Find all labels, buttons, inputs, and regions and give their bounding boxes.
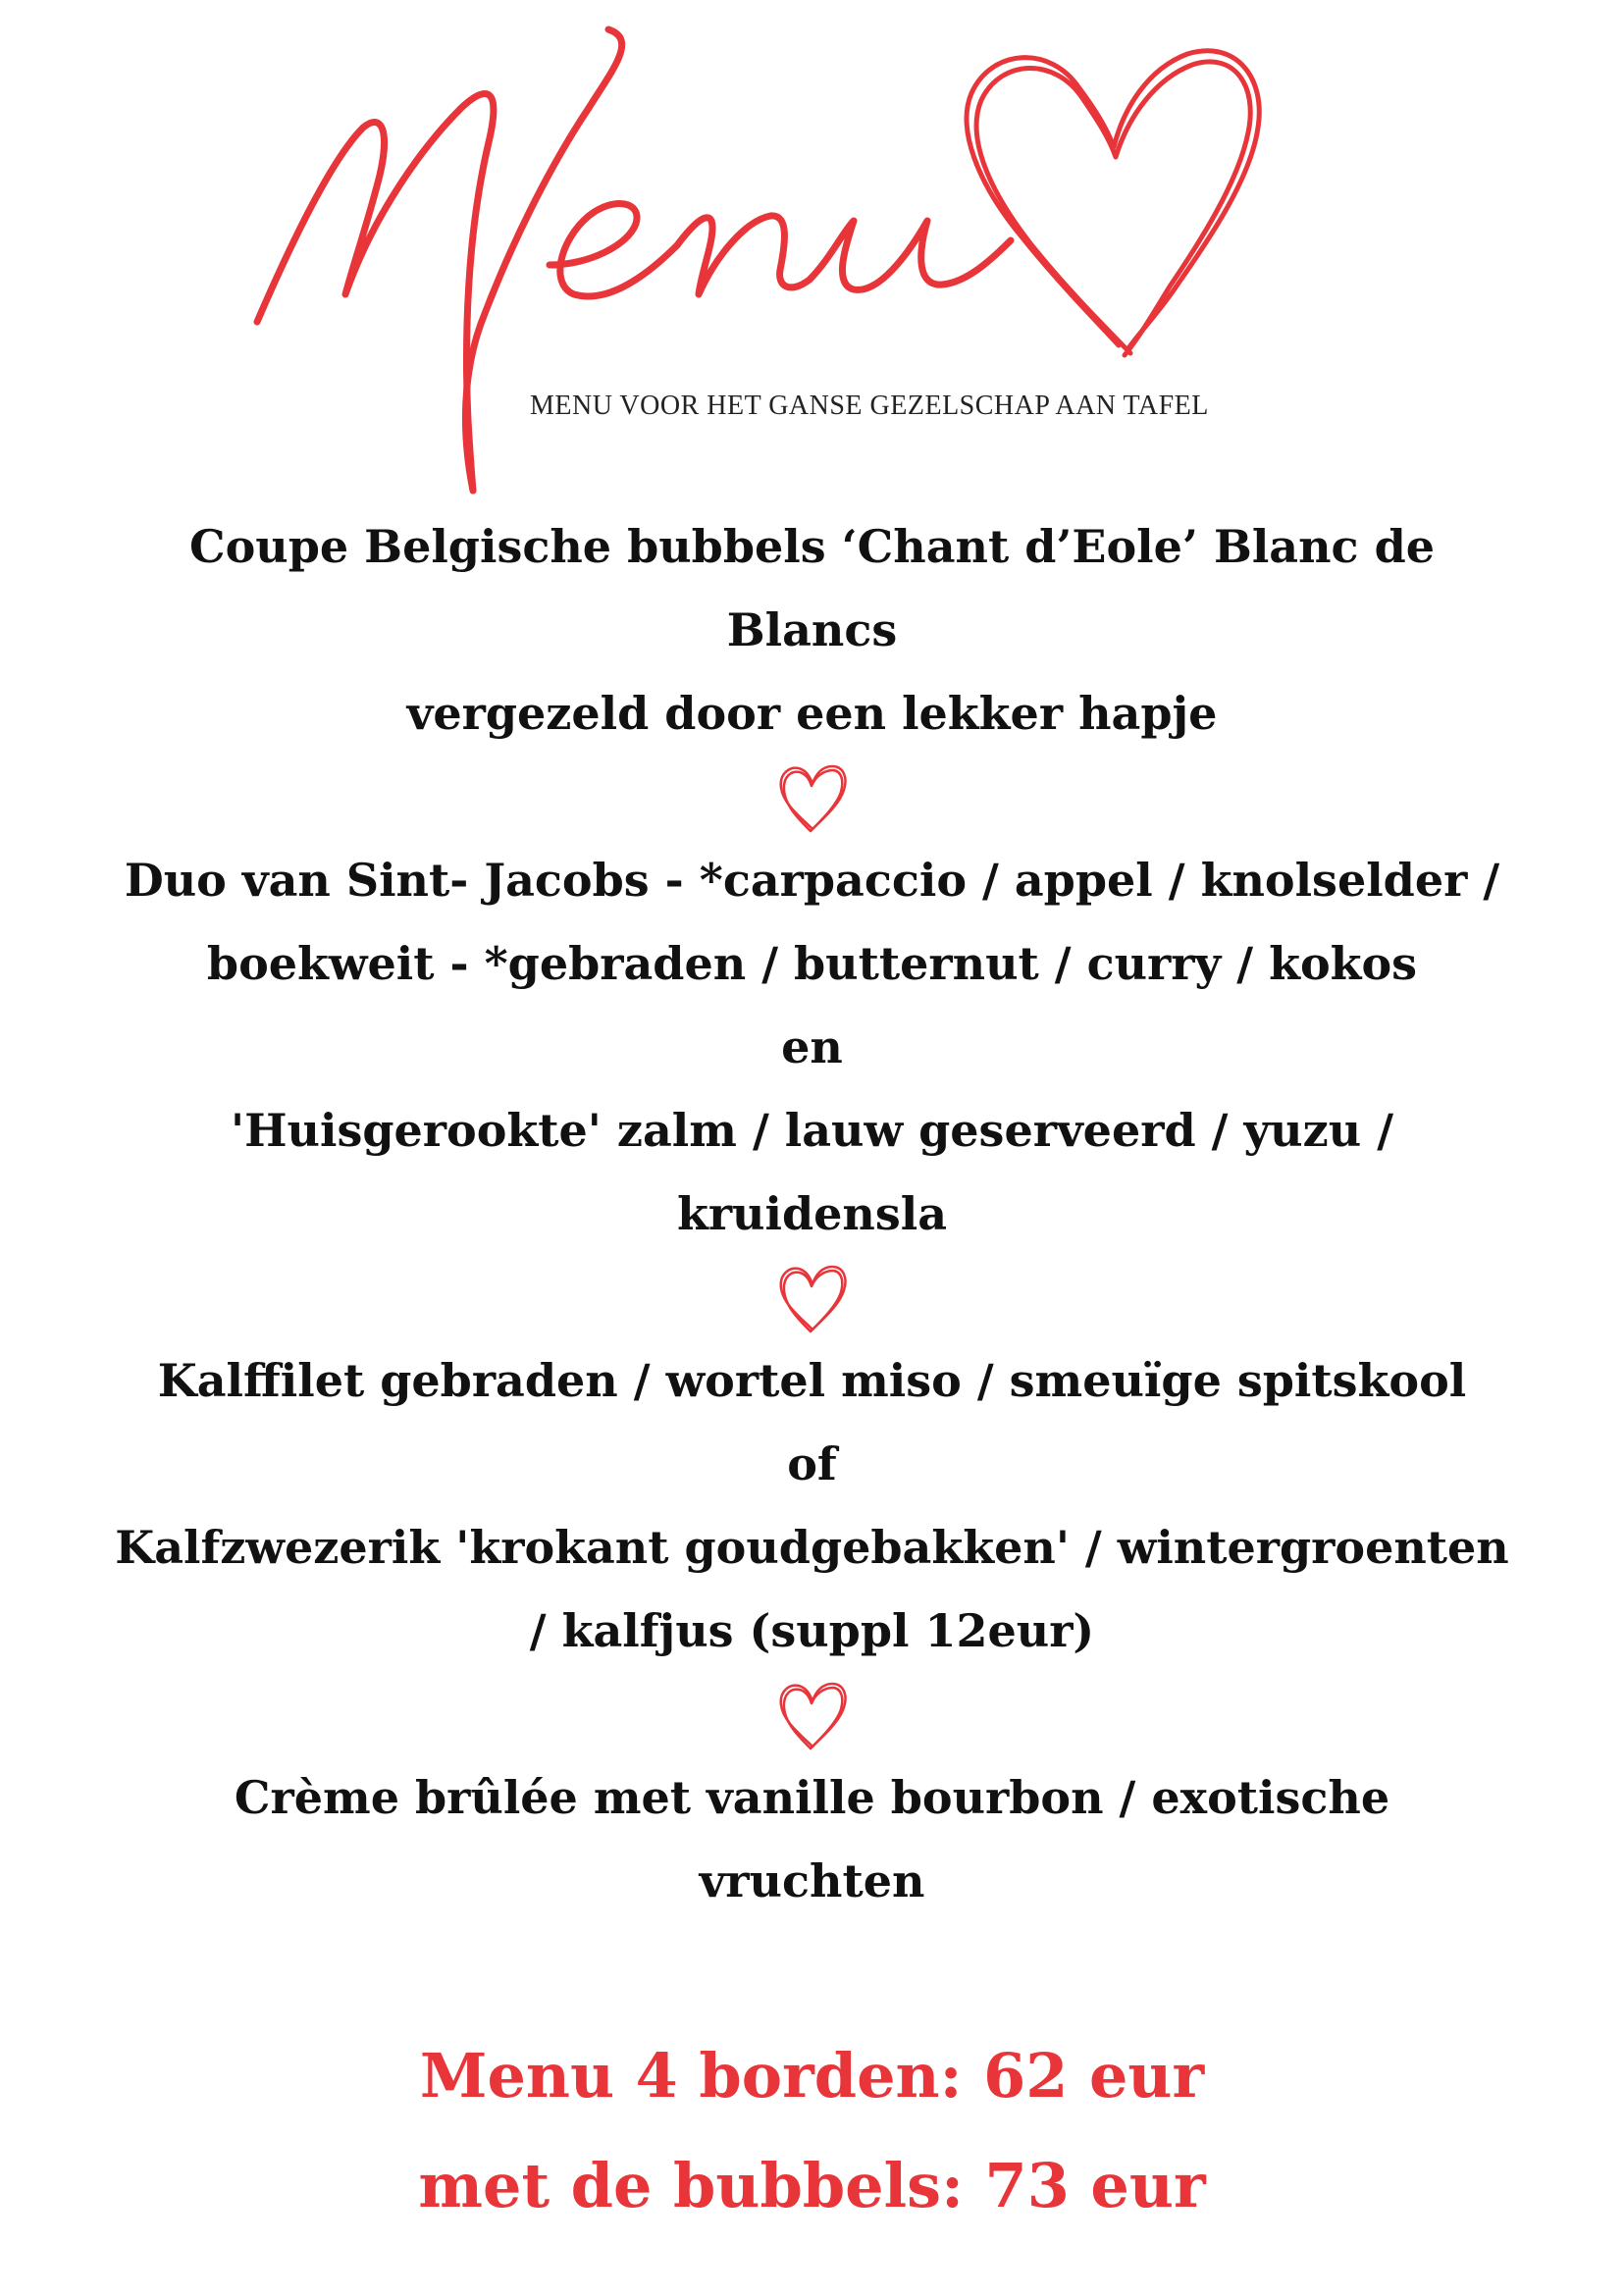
heart-outline-icon [773,1678,852,1752]
course-line: / kalfjus (suppl 12eur) [529,1604,1095,1657]
divider [98,1256,1526,1339]
course-line: 'Huisgerookte' zalm / lauw geserveerd / yuzu / [231,1104,1393,1157]
course-main [98,1339,1526,1673]
menu-title-script [0,0,1624,510]
course-line: Kalfzwezerik 'krokant goudgebakken' / wintergroenten [115,1521,1509,1574]
course-line: en [781,1020,843,1073]
course-line: boekweit - *gebraden / butternut / curry / kokos [206,937,1418,990]
course-aperitif [98,505,1526,756]
pricing [98,2021,1526,2241]
price-menu: Menu 4 borden: 62 eur [419,2040,1205,2112]
course-dessert [98,1756,1526,1923]
divider [98,756,1526,839]
price-with-bubbles: met de bubbels: 73 eur [418,2150,1206,2221]
course-line: Kalffilet gebraden / wortel miso / smeuïge spitskool [157,1354,1467,1407]
course-line: kruidensla [676,1187,948,1240]
course-line: vruchten [699,1854,925,1907]
course-line: Coupe Belgische bubbels ‘Chant d’Eole’ Blanc de [189,520,1435,573]
course-line: Crème brûlée met vanille bourbon / exotische [234,1771,1390,1824]
course-line: Blancs [726,603,898,656]
course-line: of [787,1437,837,1490]
divider [98,1673,1526,1756]
menu-body [98,505,1526,1923]
course-line: Duo van Sint- Jacobs - *carpaccio / appel / knolselder / [124,854,1500,907]
heart-outline-icon [773,760,852,835]
menu-header [0,0,1624,510]
heart-outline-icon [967,51,1259,355]
course-starter [98,839,1526,1256]
heart-outline-icon [773,1261,852,1335]
menu-subtitle: MENU VOOR HET GANSE GEZELSCHAP AAN TAFEL [530,391,1209,421]
course-line: vergezeld door een lekker hapje [406,687,1218,740]
